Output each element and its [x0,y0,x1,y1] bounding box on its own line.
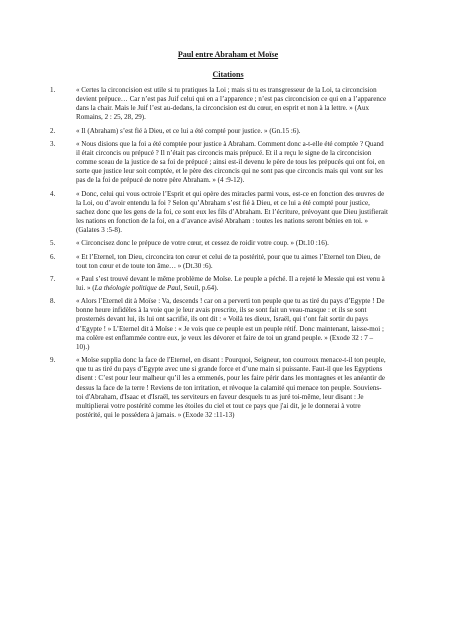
page-title: Paul entre Abraham et Moïse [177,50,279,59]
citation-item [50,239,388,248]
citation-text-start: « Paul s’est trouvé devant le même problème de Moïse. Le peuple a péché. Il a rejeté le Messie qui est venu à lui. » ( [76,274,385,292]
citation-number: 8. [50,297,56,306]
citation-item [50,189,388,236]
citation-number: 1. [50,86,56,94]
citation-text-end: , Seuil, p.64). [180,283,219,292]
citation-text: « Moïse supplia donc la face de l'Eternel, en disant : Pourquoi, Seigneur, ton courroux menace-t-il ton peuple, que tu as tiré du pays d’Egypte avec une si grande force et d’une main si puissante. Faut-il que les Egyptiens disent : C’est pour leur malheur qu’il les a emmenés, pour les faire périr dans les montagnes et les anéantir de dessus la face de la terre ! Reviens de ton irritation, et révoque la calamité qui menace ton peuple. Souviens-toi d'Abraham, d'Isaac et d'Israël, tes serviteurs en faveur desquels tu as juré toi-même, leur disant : Je multiplierai votre postérité comme les étoiles du ciel et tout ce pays que j'ai dit, je le donnerai à votre postérité, qui le possédera à jamais. » (Exode 32 :11-13) [76,356,386,419]
citation-number: 4. [50,189,56,198]
citation-text: « Alors l’Eternel dit à Moïse : Va, descends ! car on a perverti ton peuple que tu as tiré du pays d’Egypte ! De bonne heure infidèles à la voie que je leur avais prescrite, ils se sont fait un veau-masque : et ils se sont prosternés devant lui, ils lui ont sacrifié, ils ont dit : « Voilà tes dieux, Israël, qui t’ont fait sortir du pays d’Egypte ! » L’Eternel dit à Moïse : « Je vois que ce peuple est un peuple rétif. Donc maintenant, laisse-moi ; ma colère est enflammée contre eux, je veux les dévorer et faire de toi un grand peuple. » (Exode 32 : 7 – 10).) [76,297,385,351]
citation-number: 7. [50,274,56,283]
citation-item [50,126,388,136]
citation-item [50,356,388,420]
book-title: La théologie politique de Paul [94,283,181,292]
citation-item [50,274,388,293]
citation-item [50,139,388,186]
citation-number: 9. [50,356,56,365]
citation-text: « Certes la circoncision est utile si tu pratiques la Loi ; mais si tu es transgresseur de la Loi, ta circoncision devient prépuce… Car n’est pas Juif celui qui en a l’apparence ; n’est pas circoncision ce qui en a l’apparence dans la chair. Mais le Juif l’est au-dedans, la circoncision est du cœur, en esprit et non à la lettre. » (Aux Romains, 2 : 25, 28, 29). [76,86,387,122]
document-page [50,50,388,424]
citation-text [76,275,388,293]
citation-number: 3. [50,139,56,148]
citation-item [50,252,388,271]
citation-text: « Circoncisez donc le prépuce de votre cœur, et cessez de roidir votre coup. » (Dt.10 :16). [76,239,329,248]
citation-item [50,297,388,352]
citation-number: 2. [50,126,56,135]
citation-text: « Donc, celui qui vous octroie l’Esprit et qui opère des miracles parmi vous, est-ce en fonction des œuvres de la Loi, ou d’avoir entendu la foi ? Selon qu’Abraham s’est fié à Dieu, et ce lui a été compté pour justice, sachez donc que les gens de la foi, ce sont eux les fils d’Abraham. Et l’écriture, prévoyant que Dieu justifierait les nations en fonction de la foi, en a d’avance avisé Abraham : toutes les nations seront bénies en toi. » (Galates 3 :5-8). [76,189,388,235]
citation-number: 5. [50,239,56,248]
citation-list [50,86,388,420]
citation-item [50,86,388,123]
citation-text: « Et l’Eternel, ton Dieu, circoncira ton cœur et celui de ta postérité, pour que tu aimes l’Eternel ton Dieu, de tout ton cœur et de toute ton âme… » (Dt.30 :6). [76,252,381,270]
citation-text: « Nous disions que la foi a été comptée pour justice à Abraham. Comment donc a-t-elle été comptée ? Quand il était circoncis ou prépucé ? Il n’était pas circoncis mais prépucé. Et il a reçu le signe de la circoncision comme sceau de la justice de sa foi de prépucé ; ainsi est-il devenu le père de tous les prépucés qui ont foi, en sorte que justice leur soit comptée, et le père des circoncis qui ne sont pas que circoncis mais qui vont sur les pas de la foi de prépucé de notre père Abraham. » (4 :9-12). [76,139,385,185]
citation-number: 6. [50,252,56,261]
section-heading: Citations [212,70,244,79]
citation-text: « Il (Abraham) s’est fié à Dieu, et ce lui a été compté pour justice. » (Gn.15 :6). [76,126,301,135]
